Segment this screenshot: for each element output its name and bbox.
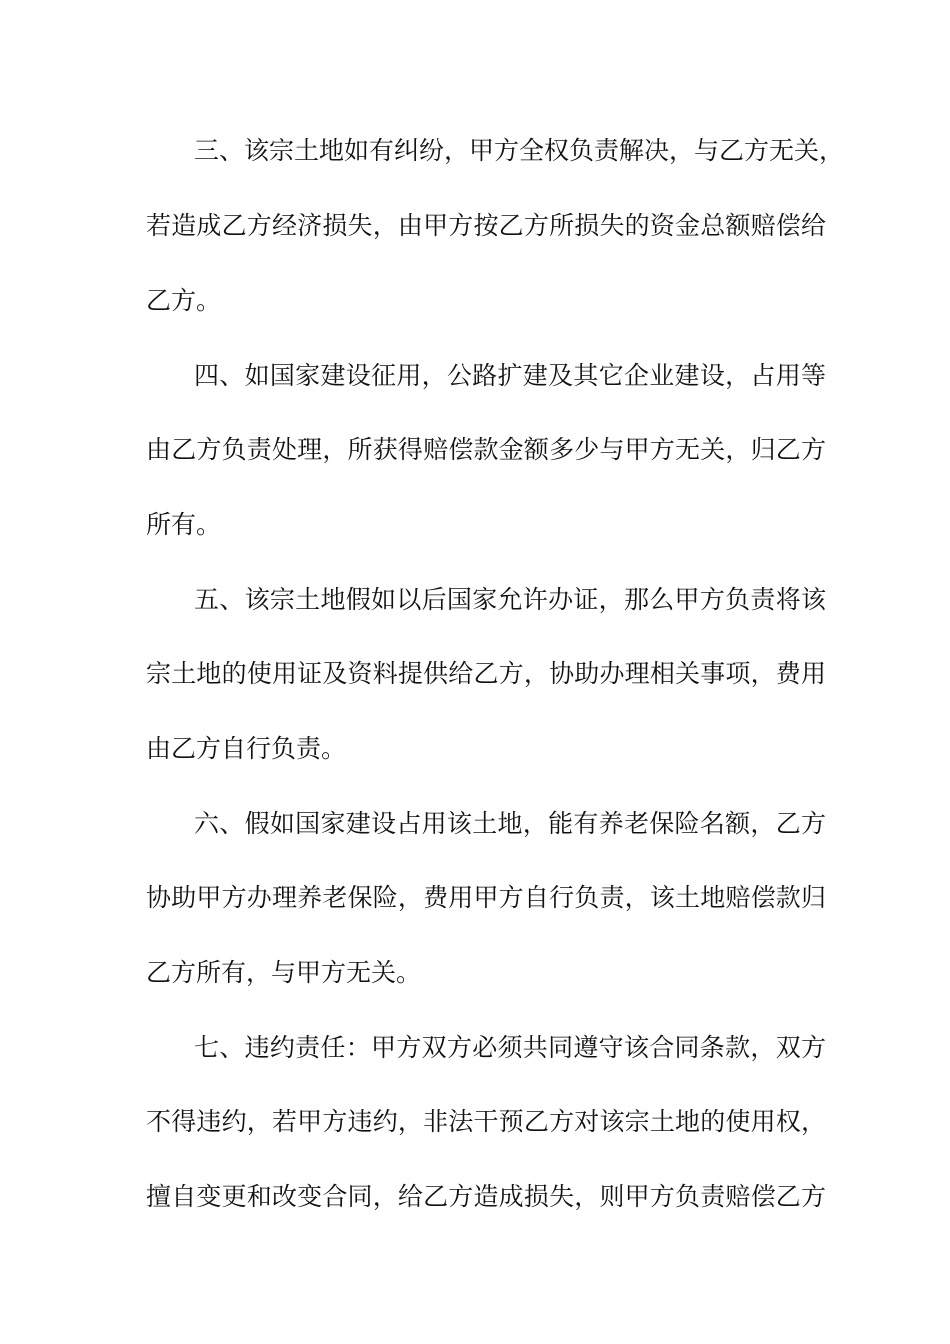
- clause-5-line-2: 宗土地的使用证及资料提供给乙方，协助办理相关事项，费用: [146, 659, 826, 688]
- clause-7-line-2: 不得违约，若甲方违约，非法干预乙方对该宗土地的使用权，: [146, 1107, 826, 1136]
- clause-3-line-1: 三、该宗土地如有纠纷，甲方全权负责解决，与乙方无关，: [194, 136, 845, 165]
- clause-5-line-1: 五、该宗土地假如以后国家允许办证，那么甲方负责将该: [194, 585, 826, 614]
- clause-4-line-2: 由乙方负责处理，所获得赔偿款金额多少与甲方无关，归乙方: [146, 435, 826, 464]
- clause-4-line-3: 所有。: [146, 510, 222, 539]
- clause-5-line-3: 由乙方自行负责。: [146, 734, 347, 763]
- clause-3-line-2: 若造成乙方经济损失，由甲方按乙方所损失的资金总额赔偿给: [146, 211, 826, 240]
- clause-3-line-3: 乙方。: [146, 286, 222, 315]
- clause-7-line-1: 七、违约责任：甲方双方必须共同遵守该合同条款，双方: [194, 1033, 826, 1062]
- clause-4-line-1: 四、如国家建设征用，公路扩建及其它企业建设，占用等: [194, 361, 826, 390]
- clause-6-line-1: 六、假如国家建设占用该土地，能有养老保险名额，乙方: [194, 809, 826, 838]
- clause-7-line-3: 擅自变更和改变合同，给乙方造成损失，则甲方负责赔偿乙方: [146, 1182, 826, 1211]
- clause-6-line-3: 乙方所有，与甲方无关。: [146, 958, 422, 987]
- clause-6-line-2: 协助甲方办理养老保险，费用甲方自行负责，该土地赔偿款归: [146, 883, 826, 912]
